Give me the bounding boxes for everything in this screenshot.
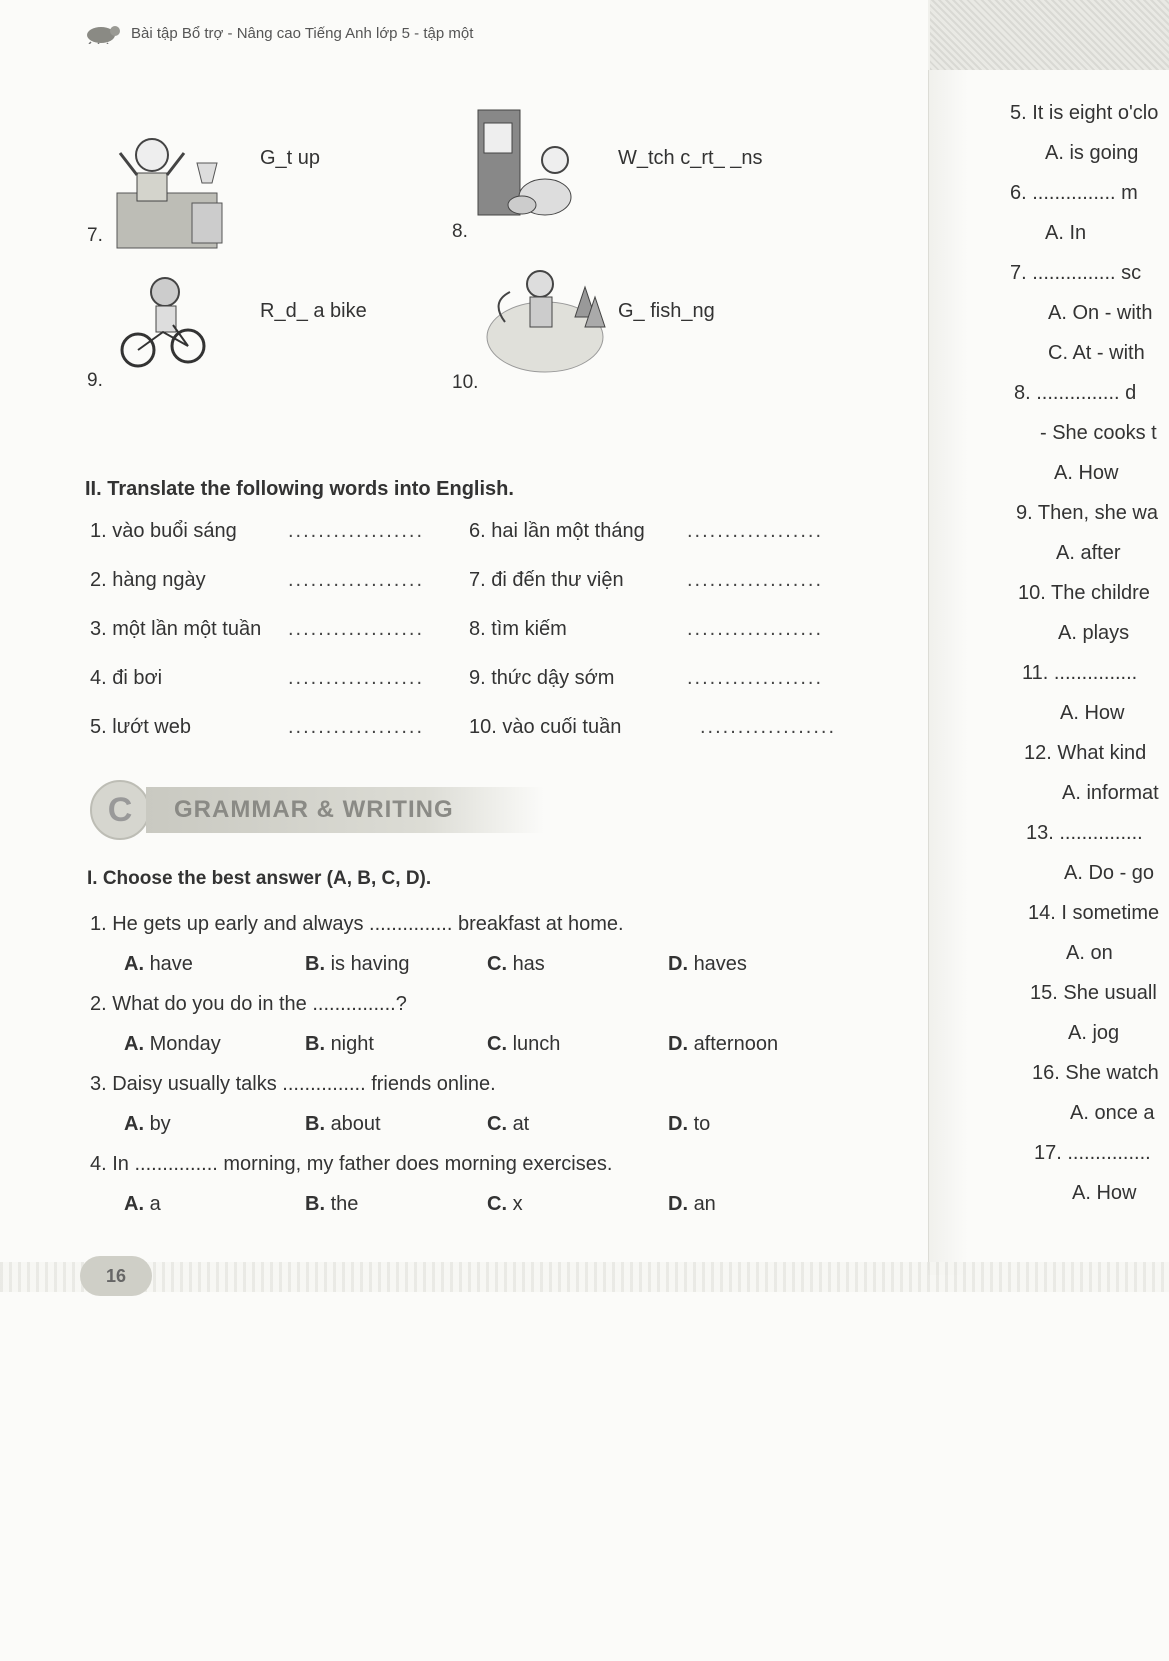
page-header <box>85 22 473 44</box>
option-letter: D. <box>668 1113 688 1135</box>
right-line: 12. What kind <box>1024 742 1147 764</box>
option-letter: D. <box>668 1033 688 1055</box>
item-number: 2. <box>90 569 107 591</box>
right-line: 14. I sometime <box>1028 902 1160 924</box>
option-a[interactable]: a <box>149 1193 161 1215</box>
option-letter: B. <box>305 1193 325 1215</box>
option-letter: D. <box>668 953 688 975</box>
boy-watching-tv-image <box>470 105 590 230</box>
option-c[interactable]: x <box>512 1193 523 1215</box>
choose-heading: I. Choose the best answer (A, B, C, D). <box>87 868 432 889</box>
right-line: 10. The childre <box>1018 582 1150 604</box>
right-line: A. jog <box>1068 1022 1120 1044</box>
translate-heading: II. Translate the following words into English. <box>85 478 514 500</box>
right-line: A. after <box>1056 542 1121 564</box>
option-b[interactable]: the <box>330 1193 359 1215</box>
option-letter: C. <box>487 1193 507 1215</box>
option-letter: B. <box>305 953 325 975</box>
header-title: Bài tập Bổ trợ - Nâng cao Tiếng Anh lớp 5 - tập một <box>131 24 474 42</box>
section-c-banner <box>90 778 550 842</box>
answer-blank[interactable]: .................. <box>288 520 425 542</box>
item-text: vào cuối tuần <box>502 716 622 738</box>
item-number: 9. <box>469 667 486 689</box>
option-letter: D. <box>668 1193 688 1215</box>
answer-blank[interactable]: .................. <box>288 569 425 591</box>
picture-hint: G_ fish_ng <box>618 300 715 322</box>
option-letter: B. <box>305 1113 325 1135</box>
right-line: A. once a <box>1070 1102 1155 1124</box>
picture-hint: W_tch c_rt_ _ns <box>618 147 763 169</box>
item-text: lướt web <box>112 716 191 738</box>
item-text: một lần một tuần <box>112 618 262 640</box>
item-number: 6. <box>469 520 486 542</box>
option-d[interactable]: an <box>693 1193 716 1215</box>
option-a[interactable]: by <box>149 1113 171 1135</box>
question-2: 2. What do you do in the ...............? <box>90 993 407 1015</box>
option-letter: A. <box>124 1193 144 1215</box>
option-letter: A. <box>124 1113 144 1135</box>
right-line: A. on <box>1066 942 1113 964</box>
question-4: 4. In ............... morning, my father does morning exercises. <box>90 1153 613 1175</box>
answer-blank[interactable]: .................. <box>687 618 824 640</box>
footer-texture <box>0 1262 1169 1292</box>
right-line: - She cooks t <box>1040 422 1157 444</box>
option-c[interactable]: at <box>512 1113 530 1135</box>
right-line: 6. ............... m <box>1010 182 1138 204</box>
option-d[interactable]: to <box>693 1113 711 1135</box>
option-letter: C. <box>487 1033 507 1055</box>
question-3: 3. Daisy usually talks ............... friends online. <box>90 1073 496 1095</box>
picture-number: 8. <box>452 221 468 242</box>
option-letter: C. <box>487 1113 507 1135</box>
option-b[interactable]: about <box>330 1113 381 1135</box>
answer-blank[interactable]: .................. <box>687 520 824 542</box>
right-line: 13. ............... <box>1026 822 1143 844</box>
right-line: 16. She watch <box>1032 1062 1159 1084</box>
picture-number: 10. <box>452 372 479 393</box>
right-line: 9. Then, she wa <box>1016 502 1158 524</box>
item-text: đi đến thư viện <box>491 569 624 591</box>
right-line: A. In <box>1045 222 1087 244</box>
right-line: A. Do - go <box>1064 862 1155 884</box>
right-top-texture <box>930 0 1169 70</box>
right-line: 8. ............... d <box>1014 382 1137 404</box>
right-line: A. How <box>1054 462 1119 484</box>
answer-blank[interactable]: .................. <box>288 716 425 738</box>
item-number: 4. <box>90 667 107 689</box>
answer-blank[interactable]: .................. <box>288 667 425 689</box>
option-b[interactable]: night <box>330 1033 374 1055</box>
right-line: A. On - with <box>1048 302 1153 324</box>
item-text: hàng ngày <box>112 569 206 591</box>
option-c[interactable]: lunch <box>512 1033 561 1055</box>
right-line: 15. She usuall <box>1030 982 1157 1004</box>
item-number: 1. <box>90 520 107 542</box>
boy-waking-up-image <box>112 133 232 253</box>
picture-number: 9. <box>87 370 103 391</box>
option-letter: A. <box>124 1033 144 1055</box>
page-divider <box>928 70 929 1270</box>
item-number: 7. <box>469 569 486 591</box>
option-d[interactable]: haves <box>693 953 747 975</box>
item-number: 10. <box>469 716 497 738</box>
right-column <box>1010 102 1169 1202</box>
option-letter: A. <box>124 953 144 975</box>
item-number: 8. <box>469 618 486 640</box>
item-text: vào buổi sáng <box>112 520 237 542</box>
boy-fishing-image <box>485 262 615 377</box>
item-text: đi bơi <box>112 667 163 689</box>
section-letter: C <box>90 780 150 840</box>
item-number: 3. <box>90 618 107 640</box>
option-letter: C. <box>487 953 507 975</box>
ladybug-icon <box>85 22 123 44</box>
picture-hint: R_d_ a bike <box>260 300 367 322</box>
item-number: 5. <box>90 716 107 738</box>
right-line: A. informat <box>1062 782 1159 804</box>
right-line: 5. It is eight o'clo <box>1010 102 1159 124</box>
answer-blank[interactable]: .................. <box>687 569 824 591</box>
picture-number: 7. <box>87 225 103 246</box>
picture-hint: G_t up <box>260 147 321 169</box>
option-a[interactable]: have <box>149 953 193 975</box>
answer-blank[interactable]: .................. <box>288 618 425 640</box>
answer-blank[interactable]: .................. <box>700 716 837 738</box>
right-line: 11. ............... <box>1022 662 1138 684</box>
right-line: 7. ............... sc <box>1010 262 1142 284</box>
right-line: A. is going <box>1045 142 1139 164</box>
section-title: GRAMMAR & WRITING <box>146 787 544 833</box>
right-line: C. At - with <box>1048 342 1145 364</box>
boy-riding-bike-image <box>118 270 208 375</box>
option-d[interactable]: afternoon <box>693 1033 779 1055</box>
item-text: tìm kiếm <box>491 618 567 640</box>
right-line: A. How <box>1060 702 1125 724</box>
option-letter: B. <box>305 1033 325 1055</box>
page-number: 16 <box>80 1256 152 1296</box>
right-line: A. How <box>1072 1182 1137 1202</box>
option-b[interactable]: is having <box>330 953 410 975</box>
option-a[interactable]: Monday <box>149 1033 221 1055</box>
right-line: A. plays <box>1058 622 1130 644</box>
question-1: 1. He gets up early and always ............... breakfast at home. <box>90 913 624 935</box>
option-c[interactable]: has <box>512 953 545 975</box>
item-text: hai lần một tháng <box>491 520 645 542</box>
answer-blank[interactable]: .................. <box>687 667 824 689</box>
right-line: 17. ............... <box>1034 1142 1151 1164</box>
item-text: thức dậy sớm <box>491 667 615 689</box>
